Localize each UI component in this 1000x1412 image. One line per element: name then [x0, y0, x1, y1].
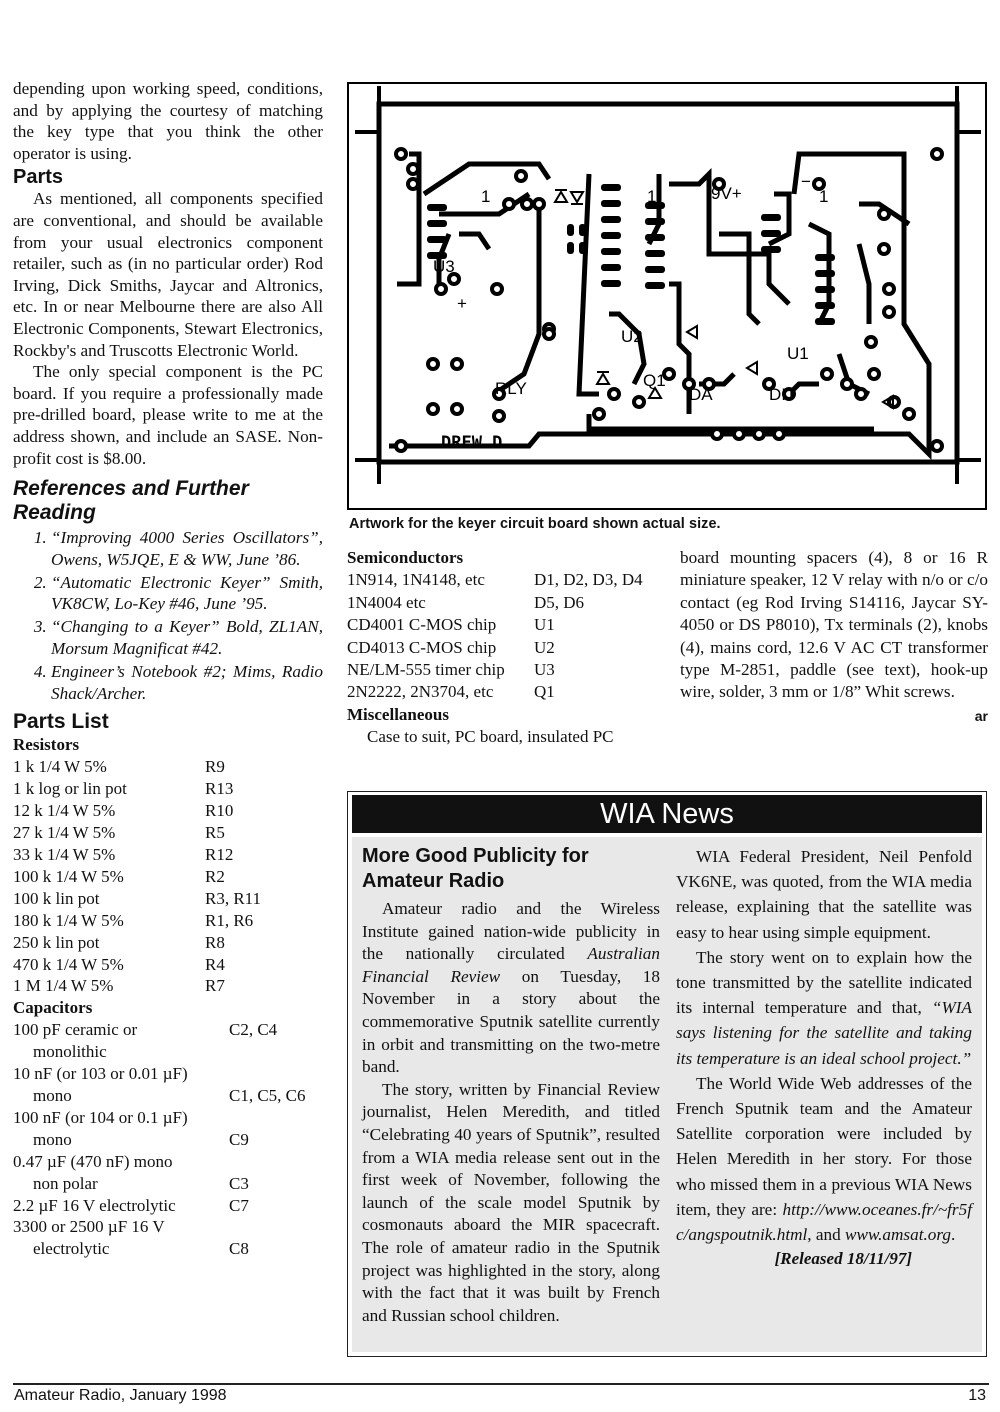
part-description: electrolytic	[33, 1239, 110, 1259]
part-description: NE/LM-555 timer chip	[347, 660, 505, 680]
part-reference: R4	[205, 954, 225, 974]
part-reference: R13	[205, 779, 234, 799]
part-reference: R9	[205, 757, 225, 777]
part-reference: C1, C5, C6	[229, 1085, 306, 1105]
part-description: 3300 or 2500 µF 16 V	[13, 1217, 165, 1237]
parts-row	[13, 800, 323, 822]
wia-p1-text-end: on Tuesday, 18 November in a story about the commemorative Sputnik satellite currently in orbit and transmitting on the two-metre band.	[362, 966, 660, 1077]
reference-item: 4. Engineer’s Notebook #2; Mims, Radio Shack/Archer.	[51, 661, 323, 705]
parts-heading: Parts	[13, 166, 64, 189]
wia-p4-quote: “WIA says listening for the satellite and taking its temperature is an ideal school project.”	[676, 998, 972, 1068]
part-description: 2.2 µF 16 V electrolytic	[13, 1195, 176, 1215]
wia-paragraph-3: WIA Federal President, Neil Penfold VK6NE, was quoted, from the WIA media release, explaining that the satellite was easy to hear using simple equipment.	[676, 847, 972, 942]
parts-paragraph-2: The only special component is the PC board. If you require a professionally made pre-drilled board, please write to me at the address shown, and include an SASE. Non-profit cost is $8.00.	[13, 362, 323, 468]
parts-row	[13, 1107, 323, 1129]
semiconductors-heading: Semiconductors	[347, 548, 464, 567]
parts-row	[13, 756, 323, 778]
wia-paragraph-5	[676, 1071, 972, 1247]
part-reference: C3	[229, 1173, 249, 1193]
references-list	[13, 527, 323, 704]
part-description: 180 k 1/4 W 5%	[13, 910, 124, 930]
part-description: 27 k 1/4 W 5%	[13, 823, 116, 843]
pcb-label-9v: 9V+	[711, 184, 742, 203]
part-description: 100 k lin pot	[13, 888, 100, 908]
part-reference: R3, R11	[205, 888, 262, 908]
part-description: 1 k 1/4 W 5%	[13, 757, 107, 777]
parts-row	[13, 844, 323, 866]
parts-list-heading: Parts List	[13, 710, 109, 734]
footer-rule	[13, 1383, 989, 1385]
miscellaneous-continued-text: board mounting spacers (4), 8 or 16 R miniature speaker, 12 V relay with n/o or c/o contact (eg Rod Irving S14116, Jaycar SY-4050 or DS P8010), Tx terminals (2), knobs (4), mains cord, 12.6 V AC CT transformer type M-2851, paddle (see text), hook-up wire, solder, 3 mm or 1/8” Whit screws.	[680, 548, 988, 702]
parts-row	[13, 1238, 323, 1260]
wia-url-sputnik[interactable]: http://www.oceanes.fr/~fr5fc/angspoutnik.html	[676, 1199, 972, 1245]
parts-row	[13, 1129, 323, 1151]
part-reference: R12	[205, 845, 234, 864]
pcb-label-minus: −	[801, 172, 811, 191]
parts-row	[13, 866, 323, 888]
part-description: 2N2222, 2N3704, etc	[347, 682, 494, 702]
pcb-label-u1: U1	[787, 344, 809, 363]
part-description: 1N914, 1N4148, etc	[347, 570, 485, 590]
wia-news-right-col	[676, 844, 972, 1271]
parts-row	[13, 1085, 323, 1107]
parts-row	[13, 1063, 323, 1085]
part-reference: U1	[534, 615, 555, 635]
wia-p5-end: .	[951, 1225, 956, 1245]
pcb-label-drew: DREW D	[441, 433, 503, 453]
part-description: 10 nF (or 103 or 0.01 µF)	[13, 1064, 188, 1084]
parts-row	[13, 822, 323, 844]
pcb-label-rly: RLY	[495, 379, 527, 398]
part-description: 250 k lin pot	[13, 932, 100, 952]
semiconductors-section	[347, 547, 662, 749]
part-reference: R2	[205, 866, 225, 886]
part-description: non polar	[33, 1173, 98, 1193]
part-description: 100 pF ceramic or	[13, 1020, 138, 1040]
intro-paragraph: depending upon working speed, conditions, and by applying the courtesy of matching the key type that you think the other operator is using.	[13, 79, 323, 163]
wia-p1-publication: Australian Financial Review	[362, 944, 660, 986]
part-reference: R1, R6	[205, 910, 254, 930]
wia-news-banner	[352, 795, 982, 833]
reference-item: 2. “Automatic Electronic Keyer” Smith, VK8CW, Lo-Key #46, June ’95.	[51, 572, 323, 616]
part-reference: Q1	[534, 682, 555, 702]
capacitors-heading: Capacitors	[13, 998, 93, 1018]
part-reference: U2	[534, 637, 555, 657]
wia-paragraph-1	[362, 898, 660, 1079]
part-reference: R7	[205, 976, 225, 996]
part-description: CD4013 C-MOS chip	[347, 637, 497, 657]
part-description: 100 nF (or 104 or 0.1 µF)	[13, 1107, 188, 1127]
part-description: 470 k 1/4 W 5%	[13, 954, 124, 974]
part-reference: C8	[229, 1239, 249, 1259]
wia-p5-text: The World Wide Web addresses of the French Sputnik team and the Amateur Satellite corporation were included by Helen Meredith in her story. For those who missed them in a previous WIA News item, they are:	[676, 1073, 972, 1219]
figure-caption: Artwork for the keyer circuit board shown actual size.	[349, 516, 721, 532]
part-reference: R5	[205, 823, 225, 843]
resistors-heading: Resistors	[13, 735, 80, 755]
wia-url-amsat[interactable]: www.amsat.org	[845, 1225, 952, 1245]
miscellaneous-continued	[680, 547, 988, 724]
parts-row	[13, 778, 323, 800]
part-reference: C2, C4	[229, 1020, 278, 1040]
part-reference: R8	[205, 932, 225, 952]
pcb-label-da: DA	[689, 385, 713, 404]
parts-paragraph-1: As mentioned, all components specified are conventional, and should be available from your usual electronics component retailer, such as (in no particular order) Rod Irving, Dick Smiths, Jaycar and Altronics, etc. In or near Melbourne there are also All Electronic Components, Stewart Electronics, Rockby's and Truscotts Electronic World.	[13, 189, 323, 360]
part-description: 1 M 1/4 W 5%	[13, 976, 114, 996]
part-reference: U3	[534, 660, 555, 680]
parts-row	[13, 1216, 323, 1238]
pcb-label-plus: +	[457, 294, 467, 313]
part-reference: R10	[205, 801, 234, 821]
parts-row	[13, 888, 323, 910]
part-description: 1N4004 etc	[347, 592, 426, 612]
parts-row	[13, 975, 323, 997]
semiconductor-list	[347, 569, 662, 703]
part-reference: D5, D6	[534, 592, 585, 612]
part-description: mono	[33, 1085, 72, 1105]
reference-item: 1. “Improving 4000 Series Oscillators”, Owens, W5JQE, E & WW, June ’86.	[51, 527, 323, 571]
part-description: mono	[33, 1129, 72, 1149]
parts-row	[13, 1195, 323, 1217]
reference-item: 3. “Changing to a Keyer” Bold, ZL1AN, Morsum Magnificat #42.	[51, 616, 323, 660]
pcb-label-one-a: 1	[481, 187, 491, 206]
parts-row	[13, 1041, 323, 1063]
wia-news-left-col	[362, 844, 660, 1327]
pcb-label-q1: Q1	[643, 371, 666, 390]
part-description: 100 k 1/4 W 5%	[13, 866, 124, 886]
end-mark: ar	[974, 707, 988, 724]
wia-news-box	[347, 791, 987, 1357]
wia-article-title: More Good Publicity for Amateur Radio	[362, 845, 589, 892]
parts-row	[13, 1019, 323, 1041]
wia-released: [Released 18/11/97]	[774, 1249, 912, 1269]
resistor-list	[13, 756, 323, 997]
part-description: monolithic	[33, 1042, 107, 1062]
part-reference: D1, D2, D3, D4	[534, 570, 643, 590]
semiconductor-row	[347, 681, 662, 703]
pcb-label-one-b: 1	[647, 187, 657, 206]
miscellaneous-heading: Miscellaneous	[347, 704, 449, 724]
wia-p1-text: Amateur radio and the Wireless Institute gained nation-wide publicity in the nationally circulated	[362, 899, 660, 964]
left-column	[13, 78, 323, 1260]
page-number: 13	[968, 1387, 986, 1404]
part-description: 1 k log or lin pot	[13, 779, 127, 799]
wia-paragraph-4	[676, 945, 972, 1071]
part-description: CD4001 C-MOS chip	[347, 615, 497, 635]
semiconductor-row	[347, 569, 662, 591]
pcb-artwork	[349, 84, 985, 508]
semiconductor-row	[347, 614, 662, 636]
parts-row	[13, 1151, 323, 1173]
parts-row	[13, 932, 323, 954]
wia-news-title: WIA News	[600, 798, 734, 830]
footer-left: Amateur Radio, January 1998	[14, 1387, 227, 1404]
miscellaneous-text: Case to suit, PC board, insulated PC	[367, 727, 614, 747]
pcb-label-u2: U2	[621, 327, 643, 346]
part-description: 12 k 1/4 W 5%	[13, 801, 116, 821]
pcb-label-dit: DIT	[769, 385, 797, 404]
pcb-figure-frame	[347, 82, 987, 510]
semiconductor-row	[347, 637, 662, 659]
semiconductor-row	[347, 659, 662, 681]
references-heading: References and Further Reading	[13, 477, 249, 525]
capacitor-list	[13, 1019, 323, 1260]
parts-row	[13, 1173, 323, 1195]
parts-row	[13, 910, 323, 932]
pcb-label-one-c: 1	[819, 187, 829, 206]
semiconductor-row	[347, 592, 662, 614]
part-description: 0.47 µF (470 nF) mono	[13, 1151, 173, 1171]
parts-row	[13, 954, 323, 976]
pcb-label-u3: U3	[433, 257, 455, 276]
wia-p4-text: The story went on to explain how the tone transmitted by the satellite indicated its internal temperature and that,	[676, 947, 972, 1018]
wia-paragraph-2: The story, written by Financial Review journalist, Helen Meredith, and titled “Celebrating 40 years of Sputnik”, resulted from a WIA media release sent out in the first week of November, following the launch of the scale model Sputnik by cosmonauts aboard the MIR spacecraft. The role of amateur radio in the Sputnik project was highlighted in the story, along with the fact that it was built by French and Russian school children.	[362, 1079, 660, 1325]
part-reference: C7	[229, 1195, 249, 1215]
part-description: 33 k 1/4 W 5%	[13, 845, 116, 864]
part-reference: C9	[229, 1129, 249, 1149]
wia-p5-and: , and	[807, 1225, 846, 1245]
